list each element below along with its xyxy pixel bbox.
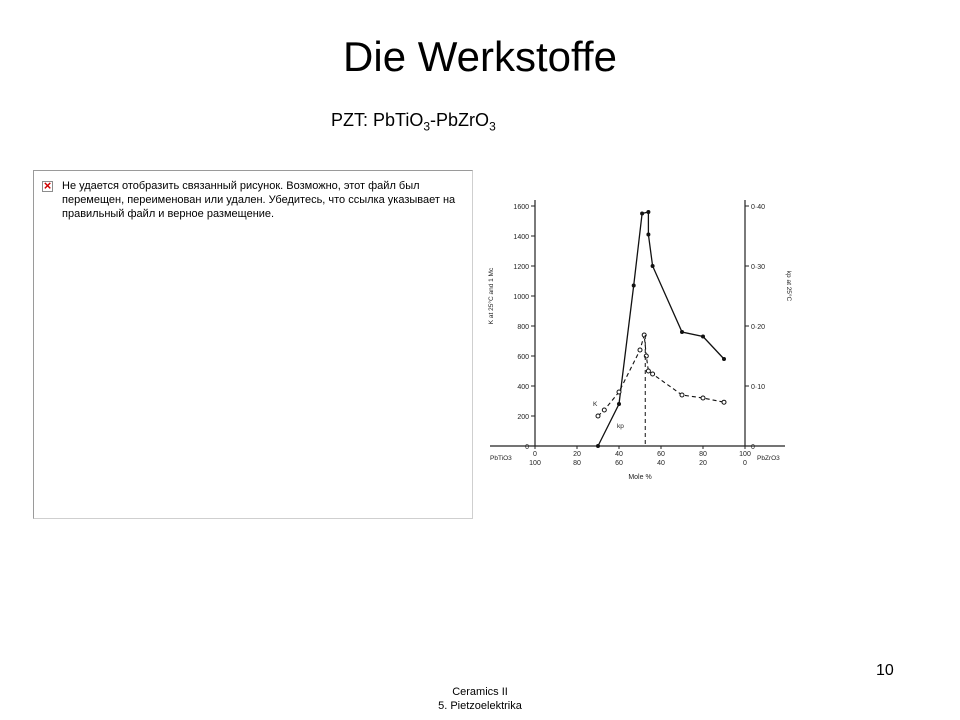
series-k-point xyxy=(646,233,650,237)
y-left-axis-label: K at 25°C and 1 Mc xyxy=(488,267,495,325)
x-tick-label-top: 0 xyxy=(533,451,537,458)
x-tick-label-bottom: 40 xyxy=(657,460,665,467)
series-kp xyxy=(596,333,726,446)
x-tick-label-top: 20 xyxy=(573,451,581,458)
x-tick-label-bottom: 20 xyxy=(699,460,707,467)
slide-title: Die Werkstoffe xyxy=(343,33,617,80)
series-k-point xyxy=(651,264,655,268)
broken-image-message: Не удается отобразить связанный рисунок. Возможно, этот файл был перемещен, переименован или удален. Убедитесь, что ссылка указывает на правильный файл и верное размещение. xyxy=(62,180,456,220)
series-k-point xyxy=(646,210,650,214)
x-tick-label-bottom: 80 xyxy=(573,460,581,467)
series-kp-point xyxy=(602,408,606,412)
series-k-line xyxy=(598,212,724,446)
x-right-end-label: PbZrO3 xyxy=(757,455,780,462)
series-k-point xyxy=(632,284,636,288)
x-tick-label-bottom: 0 xyxy=(743,460,747,467)
series-k-point xyxy=(617,402,621,406)
x-tick-label-top: 100 xyxy=(739,451,751,458)
x-axis-label: Mole % xyxy=(628,474,652,481)
y-left-tick-label: 1000 xyxy=(513,294,529,301)
y-left-tick-label: 1400 xyxy=(513,234,529,241)
series-kp-point xyxy=(651,372,655,376)
subtitle-sub-2: 3 xyxy=(489,119,496,134)
chart-ticks xyxy=(513,204,765,467)
x-tick-label-top: 60 xyxy=(657,451,665,458)
series-kp-point xyxy=(638,348,642,352)
series-kp-point xyxy=(596,414,600,418)
y-left-tick-label: 400 xyxy=(517,384,529,391)
x-tick-label-top: 40 xyxy=(615,451,623,458)
series-k-point xyxy=(680,330,684,334)
slide-subtitle xyxy=(331,108,496,139)
broken-image-icon xyxy=(42,181,53,192)
subtitle-sub-1: 3 xyxy=(423,119,431,134)
kp-curve-label: kp xyxy=(617,423,624,430)
series-kp-point xyxy=(617,390,621,394)
series-kp-point xyxy=(701,396,705,400)
x-tick-label-bottom: 60 xyxy=(615,460,623,467)
y-right-tick-label: 0·30 xyxy=(751,264,766,271)
y-left-tick-label: 0 xyxy=(525,444,529,451)
x-tick-label-top: 80 xyxy=(699,451,707,458)
series-kp-point xyxy=(722,400,726,404)
series-k-point xyxy=(701,335,705,339)
y-left-tick-label: 1200 xyxy=(513,264,529,271)
chart-axes xyxy=(490,200,785,446)
y-left-tick-label: 200 xyxy=(517,414,529,421)
y-right-tick-label: 0·10 xyxy=(751,384,766,391)
y-left-tick-label: 1600 xyxy=(513,204,529,211)
pzt-chart xyxy=(480,188,800,488)
y-left-tick-label: 800 xyxy=(517,324,529,331)
page-number: 10 xyxy=(876,662,894,679)
y-right-tick-label: 0 xyxy=(751,444,755,451)
y-right-tick-label: 0·40 xyxy=(751,204,766,211)
chart-labels xyxy=(487,267,793,481)
x-left-end-label: PbTiO3 xyxy=(490,455,512,462)
y-right-axis-label: kp at 25°C xyxy=(785,270,792,302)
footer-course: Ceramics II xyxy=(452,686,508,698)
y-right-tick-label: 0·20 xyxy=(751,324,766,331)
subtitle-mid: -PbZrO xyxy=(430,110,490,130)
footer-chapter: 5. Pietzoelektrika xyxy=(438,700,522,712)
subtitle-prefix: PZT: PbTiO xyxy=(331,110,424,130)
series-k-point xyxy=(722,357,726,361)
series-k-point xyxy=(596,444,600,448)
series-kp-line xyxy=(598,335,724,416)
k-curve-label: K xyxy=(593,401,598,408)
series-k-point xyxy=(640,212,644,216)
x-tick-label-bottom: 100 xyxy=(529,460,541,467)
slide-footer xyxy=(0,685,960,713)
series-kp-point xyxy=(646,369,650,373)
series-k xyxy=(596,210,726,448)
y-left-tick-label: 600 xyxy=(517,354,529,361)
series-kp-point xyxy=(680,393,684,397)
broken-image-placeholder xyxy=(33,170,473,519)
